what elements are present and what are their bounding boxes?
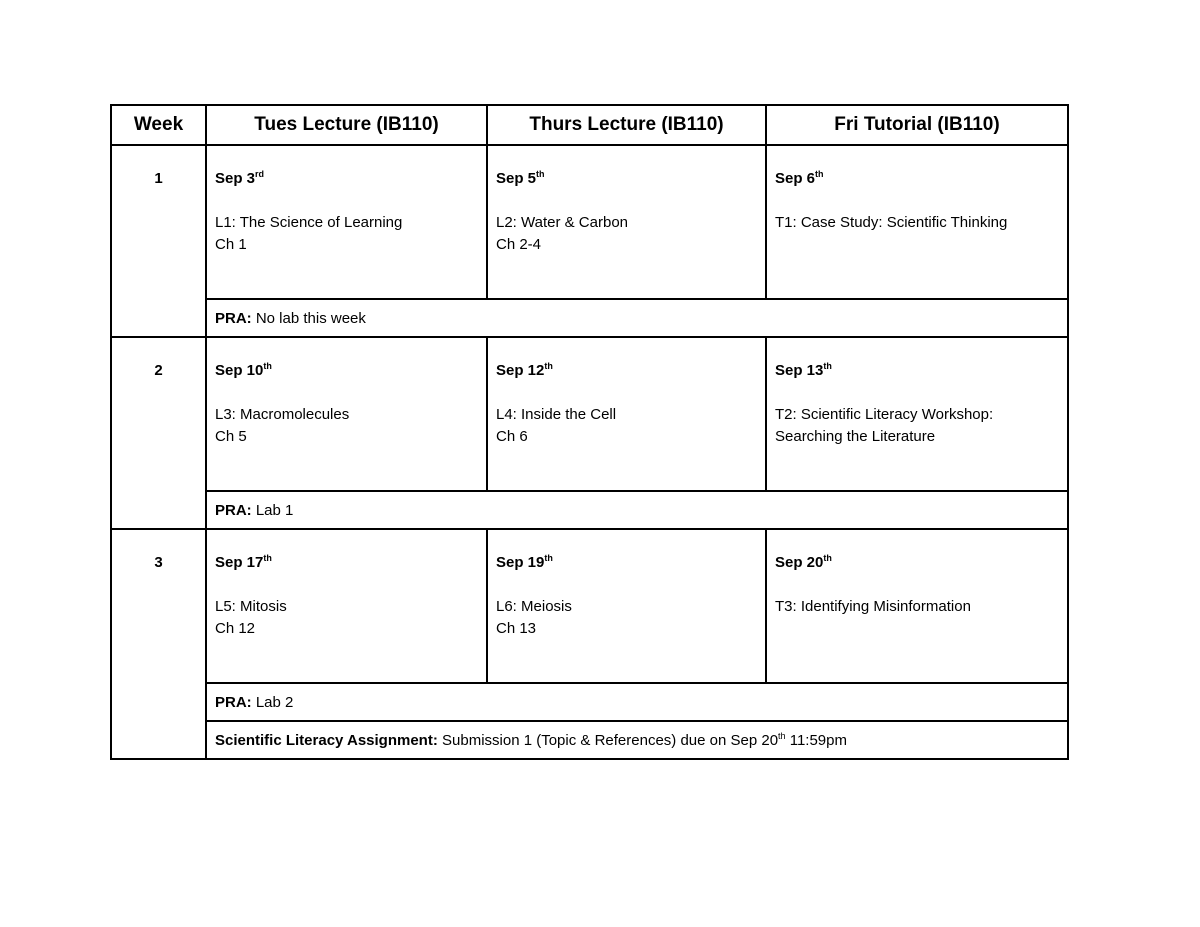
thurs-lecture-cell <box>487 145 766 299</box>
lecture-title: L6: Meiosis <box>496 598 572 615</box>
thurs-lecture-cell <box>487 529 766 683</box>
header-tues: Tues Lecture (IB110) <box>206 105 487 145</box>
lecture-date: Sep 3rd <box>215 169 265 187</box>
lecture-title: L2: Water & Carbon <box>496 214 629 231</box>
week-row <box>111 337 1068 491</box>
week-row <box>111 529 1068 683</box>
assignment-row <box>111 721 1068 759</box>
tutorial-date: Sep 6th <box>775 169 824 187</box>
week-number: 1 <box>111 145 206 337</box>
week-number: 2 <box>111 337 206 529</box>
pra-note: PRA: Lab 1 <box>206 491 1068 529</box>
tutorial-date: Sep 13th <box>775 361 832 379</box>
header-fri: Fri Tutorial (IB110) <box>766 105 1068 145</box>
pra-note: PRA: No lab this week <box>206 299 1068 337</box>
assignment-note: Scientific Literacy Assignment: Submission 1 (Topic & References) due on Sep 20th 11:59pm <box>206 721 1068 759</box>
lecture-chapter: Ch 1 <box>215 236 247 253</box>
tutorial-title-cont: Searching the Literature <box>775 428 936 445</box>
assignment-label: Scientific Literacy Assignment: <box>215 731 438 749</box>
tues-lecture-cell <box>206 529 487 683</box>
lecture-chapter: Ch 6 <box>496 428 528 445</box>
tues-lecture-cell <box>206 337 487 491</box>
week-number: 3 <box>111 529 206 759</box>
schedule-table <box>110 104 1069 760</box>
week-row <box>111 145 1068 299</box>
lecture-date: Sep 5th <box>496 169 545 187</box>
tutorial-title: T2: Scientific Literacy Workshop: <box>775 406 994 423</box>
lecture-title: L1: The Science of Learning <box>215 214 403 231</box>
tues-lecture-cell <box>206 145 487 299</box>
lecture-date: Sep 19th <box>496 553 553 571</box>
pra-row <box>111 491 1068 529</box>
lecture-title: L4: Inside the Cell <box>496 406 617 423</box>
thurs-lecture-cell <box>487 337 766 491</box>
lecture-title: L3: Macromolecules <box>215 406 350 423</box>
lecture-chapter: Ch 5 <box>215 428 247 445</box>
header-week: Week <box>111 105 206 145</box>
lecture-date: Sep 17th <box>215 553 272 571</box>
lecture-title: L5: Mitosis <box>215 598 287 615</box>
pra-row <box>111 683 1068 721</box>
tutorial-title: T3: Identifying Misinformation <box>775 598 971 615</box>
fri-tutorial-cell <box>766 529 1068 683</box>
fri-tutorial-cell <box>766 145 1068 299</box>
pra-row <box>111 299 1068 337</box>
lecture-chapter: Ch 12 <box>215 620 256 637</box>
fri-tutorial-cell <box>766 337 1068 491</box>
tutorial-date: Sep 20th <box>775 553 832 571</box>
lecture-chapter: Ch 2-4 <box>496 236 542 253</box>
header-row <box>111 105 1068 145</box>
lecture-date: Sep 10th <box>215 361 272 379</box>
pra-note: PRA: Lab 2 <box>206 683 1068 721</box>
header-thurs: Thurs Lecture (IB110) <box>487 105 766 145</box>
tutorial-title: T1: Case Study: Scientific Thinking <box>775 214 1008 231</box>
lecture-chapter: Ch 13 <box>496 620 537 637</box>
lecture-date: Sep 12th <box>496 361 553 379</box>
